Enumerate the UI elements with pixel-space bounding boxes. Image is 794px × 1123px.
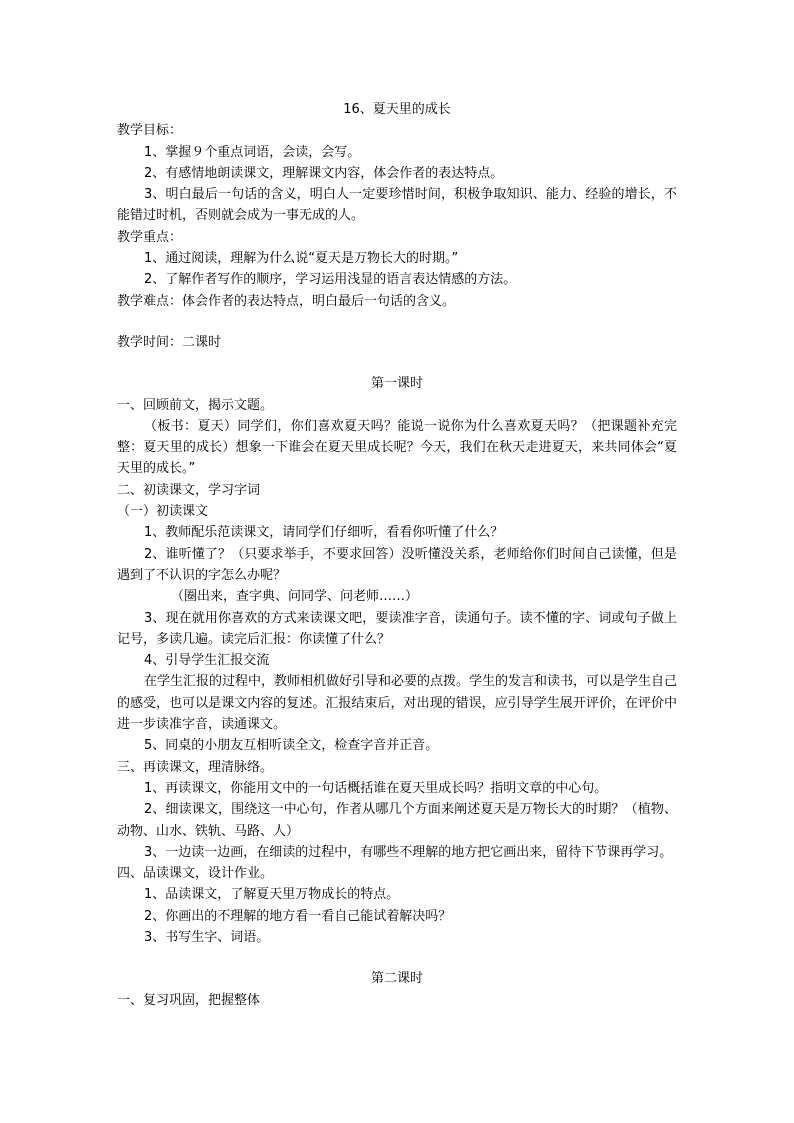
- section3-item: 2、细读课文，围绕这一中心句，作者从哪几个方面来阐述夏天是万物长大的时期？（植物、动物、山水、铁轨、马路、人）: [117, 802, 677, 839]
- section4-item: 1、品读课文，了解夏天里万物成长的特点。: [144, 887, 400, 903]
- page-title: 16、夏天里的成长: [343, 102, 451, 117]
- section2-item: 1、教师配乐范读课文，请同学们仔细听，看看你听懂了什么？: [144, 525, 504, 541]
- lesson2-heading: 第二课时: [370, 971, 423, 987]
- section2-item: 3、现在就用你喜欢的方式来读课文吧，要读准字音，读通句子。读不懂的字、词或句子做上记号，多读几遍。读完后汇报：你读懂了什么？: [117, 610, 677, 647]
- section2-note: （圈出来，查字典、问同学、问老师……）: [171, 589, 419, 605]
- key-point-item: 2、了解作者写作的顺序，学习运用浅显的语言表达情感的方法。: [144, 272, 517, 288]
- section3-item: 1、再读课文，你能用文中的一句话概括谁在夏天里成长吗？指明文章的中心句。: [144, 780, 608, 796]
- section1-paragraph: （板书：夏天）同学们，你们喜欢夏天吗？能说一说你为什么喜欢夏天吗？（把课题补充完整：夏天里的成长）想象一下谁会在夏天里成长呢？今天，我们在秋天走进夏天，来共同体会“夏天里的成长。”: [117, 418, 677, 477]
- section2-heading: 二、初读课文，学习字词: [117, 482, 261, 498]
- section2-item: 5、同桌的小朋友互相听读全文，检查字音并正音。: [144, 738, 439, 754]
- section2-item-paragraph: 在学生汇报的过程中，教师相机做好引导和必要的点拨。学生的发言和读书，可以是学生自己的感受，也可以是课文内容的复述。汇报结束后，对出现的错误，应引导学生展开评价，在评价中进一步读准字音，读通课文。: [117, 674, 678, 733]
- section4-heading: 四、品读课文，设计作业。: [117, 866, 274, 882]
- section1-heading: 一、回顾前文，揭示文题。: [117, 397, 274, 413]
- spacer: [117, 353, 677, 373]
- section3-heading: 三、再读课文，理清脉络。: [117, 759, 274, 775]
- section2-item: 4、引导学生汇报交流: [144, 653, 270, 669]
- section2-subheading: （一）初读课文: [117, 504, 209, 520]
- difficulty-line: 教学难点：体会作者的表达特点，明白最后一句话的含义。: [117, 293, 456, 309]
- spacer: [117, 312, 677, 332]
- time-line: 教学时间：二课时: [117, 334, 222, 350]
- lesson-plan-page: [117, 99, 677, 1011]
- section3-item: 3、一边读一边画，在细读的过程中，有哪些不理解的地方把它画出来，留待下节课再学习。: [144, 844, 673, 860]
- key-point-item: 1、通过阅读，理解为什么说“夏天是万物长大的时期。”: [144, 251, 459, 267]
- lesson1-heading: 第一课时: [370, 376, 423, 392]
- objective-item: 2、有感情地朗读课文，理解课文内容，体会作者的表达特点。: [144, 165, 504, 181]
- objectives-heading: 教学目标：: [117, 123, 183, 139]
- lesson2-section1-heading: 一、复习巩固，把握整体: [117, 992, 261, 1008]
- section2-item: 2、谁听懂了？（只要求举手，不要求回答）没听懂没关系，老师给你们时间自己读懂，但是遇到了不认识的字怎么办呢？: [117, 546, 677, 583]
- spacer: [117, 948, 677, 968]
- section4-item: 3、书写生字、词语。: [144, 929, 270, 945]
- key-points-heading: 教学重点：: [117, 229, 183, 245]
- objective-item: 3、明白最后一句话的含义，明白人一定要珍惜时间，积极争取知识、能力、经验的增长，不能错过时机，否则就会成为一事无成的人。: [117, 187, 677, 224]
- section4-item: 2、你画出的不理解的地方看一看自己能试着解决吗？: [144, 908, 452, 924]
- objective-item: 1、掌握９个重点词语，会读，会写。: [144, 144, 361, 160]
